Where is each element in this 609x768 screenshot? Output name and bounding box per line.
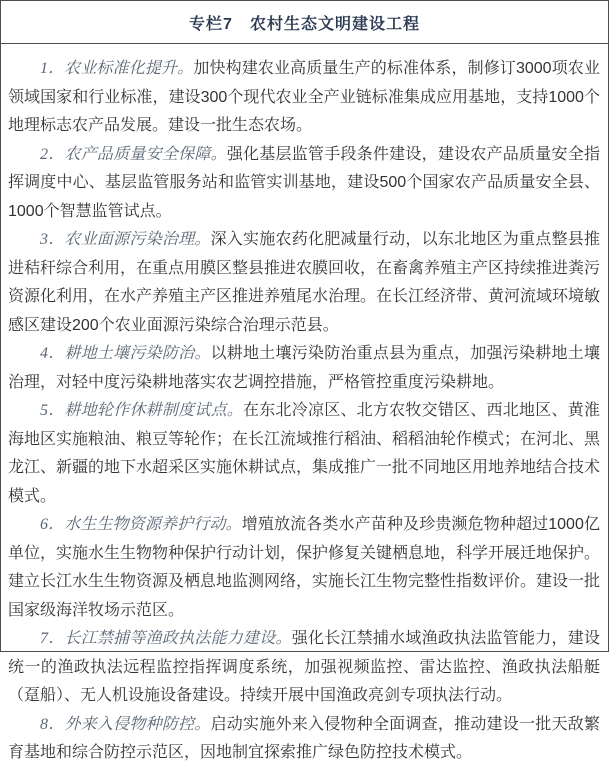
- paragraph-body: 在东北冷凉区、北方农牧交错区、西北地区、黄淮海地区实施粮油、粮豆等轮作；在长江流域推行稻油、稻稻油轮作模式；在河北、黑龙江、新疆的地下水超采区实施休耕试点，集成推广一批不同地区用地养地结合技术模式。: [8, 402, 601, 505]
- paragraph-lead: 农业标准化提升。: [64, 60, 194, 77]
- paragraph-body: 以耕地土壤污染防治重点县为重点，加强污染耕地土壤治理，对轻中度污染耕地落实农艺调控措施，严格管控重度污染耕地。: [8, 345, 600, 391]
- paragraph-body: 增殖放流各类水产苗种及珍贵濒危物种超过1000亿单位，实施水生生物物种保护行动计划，保护修复关键栖息地，科学开展迁地保护。建立长江水生生物资源及栖息地监测网络，实施长江生物完整性指数评价。建设一批国家级海洋牧场示范区。: [8, 516, 601, 619]
- column-header: [1, 1, 608, 44]
- list-item: [8, 55, 600, 141]
- paragraph-lead: 长江禁捕等渔政执法能力建设。: [64, 630, 292, 647]
- paragraph-number: 2．: [40, 145, 65, 163]
- list-item: [8, 511, 600, 625]
- paragraph-number: 3．: [40, 231, 65, 248]
- paragraph-lead: 水生生物资源养护行动。: [64, 516, 242, 533]
- paragraph-lead: 耕地轮作休耕制度试点。: [64, 402, 244, 419]
- list-item: [8, 340, 600, 397]
- paragraph-number: 6．: [40, 516, 65, 533]
- column-body: [1, 44, 608, 768]
- paragraph-body: 强化基层监管手段条件建设，建设农产品质量安全指挥调度中心、基层监管服务站和监管实训基地，建设500个国家农产品质量安全县、1000个智慧监管试点。: [8, 145, 600, 220]
- paragraph-lead: 外来入侵物种防控。: [64, 715, 211, 733]
- paragraph-number: 7．: [40, 630, 65, 647]
- page-title: 专栏7 农村生态文明建设工程: [189, 15, 420, 33]
- paragraph-lead: 农业面源污染治理。: [64, 231, 211, 248]
- paragraph-lead: 耕地土壤污染防治。: [64, 345, 211, 362]
- paragraph-body: 加快构建农业高质量生产的标准体系，制修订3000项农业领域国家和行业标准，建设300个现代农业全产业链标准集成应用基地，支持1000个地理标志农产品发展。建设一批生态农场。: [8, 60, 600, 134]
- list-item: [8, 141, 600, 227]
- list-item: [8, 711, 600, 768]
- paragraph-lead: 农产品质量安全保障。: [64, 145, 227, 163]
- list-item: [8, 625, 600, 711]
- paragraph-number: 1．: [40, 60, 65, 77]
- paragraph-number: 4．: [40, 345, 65, 362]
- paragraph-body: 启动实施外来入侵物种全面调查，推动建设一批天敌繁育基地和综合防控示范区，因地制宜探索推广绿色防控技术模式。: [8, 715, 600, 761]
- list-item: [8, 226, 600, 340]
- paragraph-number: 8．: [40, 715, 65, 733]
- paragraph-body: 深入实施农药化肥减量行动，以东北地区为重点整县推进秸秆综合利用，在重点用膜区整县推进农膜回收，在畜禽养殖主产区持续推进粪污资源化利用，在水产养殖主产区推进养殖尾水治理。在长江经济带、黄河流域环境敏感区建设200个农业面源污染综合治理示范县。: [8, 231, 601, 334]
- list-item: [8, 397, 600, 511]
- paragraph-body: 强化长江禁捕水域渔政执法监管能力，建设统一的渔政执法远程监控指挥调度系统，加强视频监控、雷达监控、渔政执法船艇（趸船）、无人机设施设备建设。持续开展中国渔政亮剑专项执法行动。: [8, 630, 600, 704]
- paragraph-number: 5．: [40, 402, 65, 419]
